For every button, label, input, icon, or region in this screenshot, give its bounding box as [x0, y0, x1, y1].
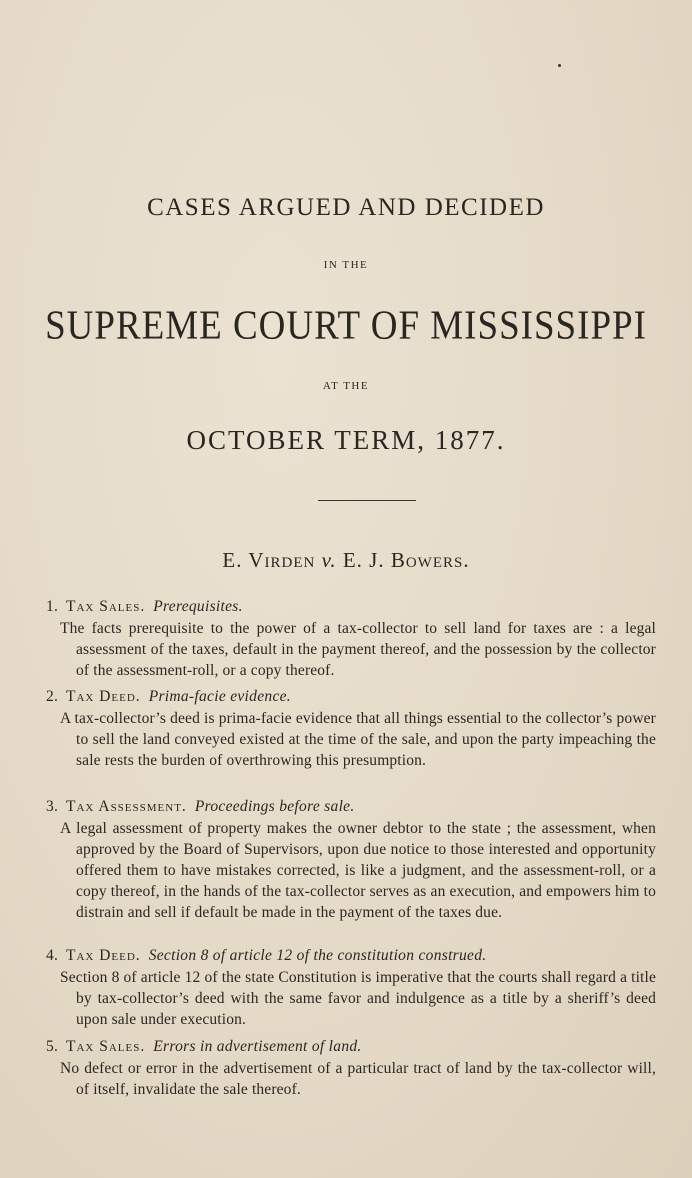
- headnote-title: Tax Sales.: [66, 598, 146, 615]
- headnote-2: [46, 686, 656, 771]
- headnote-number: 1.: [46, 598, 59, 615]
- headnote-title: Tax Assessment.: [66, 798, 187, 815]
- headnote-title: Tax Sales.: [66, 1038, 146, 1055]
- divider-rule: [318, 500, 416, 501]
- headnote-number: 3.: [46, 798, 59, 815]
- case-title: [0, 548, 692, 573]
- headnote-number: 2.: [46, 688, 59, 705]
- headnote-body: A tax-collector’s deed is prima-facie evidence that all things essential to the collector’s power to sell the land conveyed existed at the time of the sale, and upon the party impeaching the sale rests the burden of overthrowing this presumption.: [60, 710, 656, 769]
- headnote-4: [46, 945, 656, 1030]
- headnote-heading: [46, 596, 656, 617]
- headnote-3: [46, 796, 656, 923]
- headnote-heading: [46, 686, 656, 707]
- headnote-body: Section 8 of article 12 of the state Constitution is imperative that the courts shall regard a title by tax-collector’s deed with the same favor and indulgence as a title by a sheriff’s deed upon sale under execution.: [60, 969, 656, 1028]
- headnote-body: No defect or error in the advertisement of a particular tract of land by the tax-collector will, of itself, invalidate the sale thereof.: [60, 1060, 656, 1098]
- headnote-body: The facts prerequisite to the power of a tax-collector to sell land for taxes are : a legal assessment of the taxes, default in the payment thereof, and the possession by the collector of the assessment-roll, or a copy thereof.: [60, 620, 656, 679]
- heading-in-the: IN THE: [323, 259, 369, 271]
- headnote-number: 5.: [46, 1038, 59, 1055]
- case-versus: v.: [321, 548, 337, 572]
- heading-court-name: SUPREME COURT OF MISSISSIPPI: [45, 302, 647, 349]
- headnote-body: A legal assessment of property makes the owner debtor to the state ; the assessment, when approved by the Board of Supervisors, upon due notice to those interested and opportunity offered them to have mistakes corrected, is like a judgment, and the assessment-roll, or a copy thereof, in the hands of the tax-collector serves as an execution, and empowers him to distrain and sell if default be made in the payment of the taxes due.: [60, 820, 656, 921]
- headnote-topic: Prerequisites.: [153, 598, 243, 615]
- headnote-1: [46, 596, 656, 681]
- headnote-topic: Section 8 of article 12 of the constitution construed.: [148, 947, 487, 964]
- headnote-heading: [46, 1036, 656, 1057]
- headnote-topic: Errors in advertisement of land.: [153, 1038, 362, 1055]
- headnote-topic: Proceedings before sale.: [194, 798, 355, 815]
- headnote-heading: [46, 945, 656, 966]
- ink-speck: [558, 64, 561, 67]
- headnote-5: [46, 1036, 656, 1100]
- heading-at-the: AT THE: [322, 380, 370, 392]
- headnote-topic: Prima-facie evidence.: [148, 688, 291, 705]
- headnote-number: 4.: [46, 947, 59, 964]
- headnote-title: Tax Deed.: [66, 688, 141, 705]
- case-plaintiff: E. Virden: [222, 548, 316, 572]
- headnote-title: Tax Deed.: [66, 947, 141, 964]
- heading-cases-argued: CASES ARGUED AND DECIDED: [147, 194, 545, 221]
- heading-term: OCTOBER TERM, 1877.: [186, 425, 506, 455]
- case-defendant: E. J. Bowers.: [342, 548, 470, 572]
- headnote-heading: [46, 796, 656, 817]
